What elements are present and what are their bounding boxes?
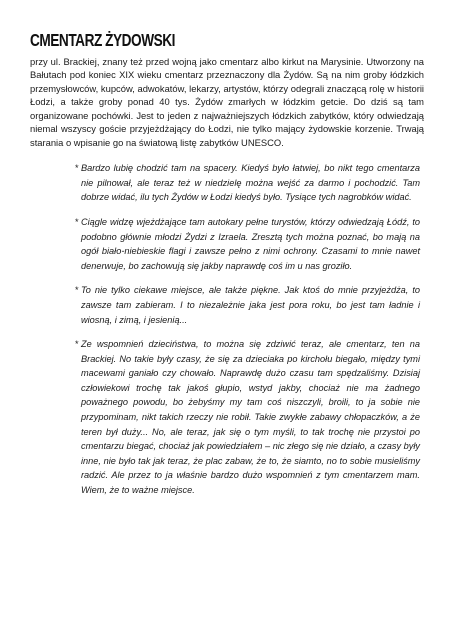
quote-text: Bardzo lubię chodzić tam na spacery. Kiedyś było łatwiej, bo nikt tego cmentarza nie pilnował, ale teraz też w niedzielę można wejść za darmo i pochodzić. Tam dobrze widać, ilu tych Żydów w Łodzi kiedyś było. Tysiące tych nagrobków widać. xyxy=(81,163,420,203)
bullet-asterisk: * xyxy=(75,216,79,227)
quotes-list xyxy=(30,161,424,497)
quote-item xyxy=(30,161,424,205)
bullet-asterisk: * xyxy=(75,285,79,296)
bullet-asterisk: * xyxy=(75,163,79,174)
quote-text: Ciągle widzę wjeżdżające tam autokary pełne turystów, którzy odwiedzają Łódź, to podobno głównie młodzi Żydzi z Izraela. Zresztą tych można poznać, bo mają na ogół biało-niebieskie flagi i zawsze pełno z nimi ochrony. Czasami to mnie nawet denerwuje, bo zachowują się jakby naprawdę coś im u nas groziło. xyxy=(81,216,420,271)
bullet-asterisk: * xyxy=(75,339,79,350)
quote-item xyxy=(30,337,424,498)
quote-item xyxy=(30,283,424,327)
quote-text: Ze wspomnień dzieciństwa, to można się zdziwić teraz, ale cmentarz, ten na Brackiej. No takie były czasy, że się za dzieciaka po kirchołu biegało, między tymi macewami ganiało czy chowało. Naprawdę dużo czasu tam spędzaliśmy. Dzisiaj człowiekowi trochę tak jakoś głupio, wstyd jakby, chociaż nie ma żadnego poważnego powodu, bo żebyśmy my tam coś niszczyli, broili, to ja sobie nie przypominam, nikt takich rzeczy nie robił. Takie zwykłe zabawy chłopaczków, a że teren był duży... No, ale teraz, jak się o tym myśli, to tak trochę nie przystoi po cmentarzu biegać, chociaż jak powiedziałem – nic złego się nie działo, a czasy były inne, nie było tak jak teraz, że plac zabaw, że to, że siamto, no to sobie musieliśmy radzić. Ale przez to ja właśnie bardzo dużo wspomnień z tym cmentarzem mam. Wiem, że to ważne miejsce. xyxy=(81,339,420,496)
section-title: CMENTARZ ŻYDOWSKI xyxy=(30,30,175,50)
quote-text: To nie tylko ciekawe miejsce, ale także piękne. Jak ktoś do mnie przyjeżdża, to zawsze tam zabieram. I to niezależnie jaka jest pora roku, bo jest tam ładnie i wiosną, i zimą, i jesienią... xyxy=(81,285,420,325)
quote-item xyxy=(30,215,424,273)
intro-paragraph: przy ul. Brackiej, znany też przed wojną jako cmentarz albo kirkut na Marysinie. Utworzony na Bałutach pod koniec XIX wieku cmentarz przeznaczony dla Żydów. Są na nim groby łódzkich przemysłowców, kupców, adwokatów, lekarzy, artystów, którzy odegrali znaczącą rolę w historii Łodzi, a także groby ponad 40 tys. Żydów zmarłych w łódzkim getcie. Do dziś są tam organizowane pochówki. Jest to jeden z najważniejszych łódzkich zabytków, który odwiedzają niemal wszyscy goście przyjeżdżający do Łodzi, nie tylko mający żydowskie korzenie. Trwają starania o wpisanie go na światową listę zabytków UNESCO. xyxy=(30,56,424,148)
